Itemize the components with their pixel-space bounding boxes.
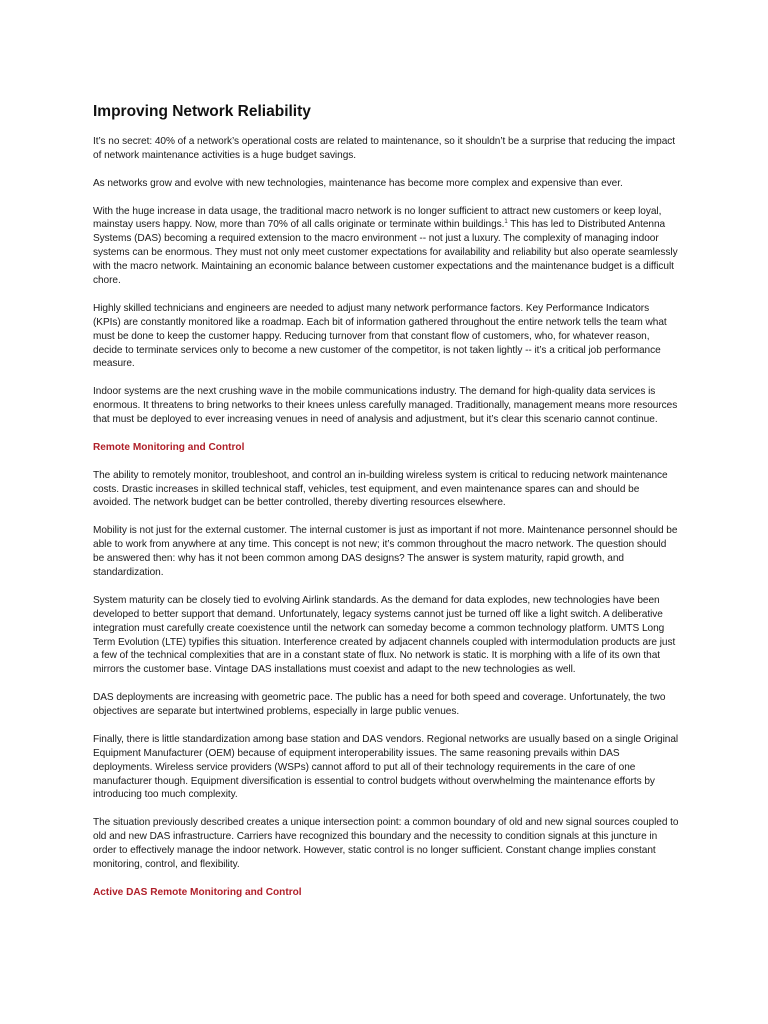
intro-paragraph-1: It’s no secret: 40% of a network’s operational costs are related to maintenance, so it shouldn’t be a surprise that reducing the impact of network maintenance activities is a huge budget savings. <box>93 136 676 161</box>
intro-paragraph-4: Highly skilled technicians and engineers are needed to adjust many network performance factors. Key Performance Indicators (KPIs) are constantly monitored like a roadmap. Each bit of information gathered throughout the entire network tells the team what must be done to keep the customer happy. Reducing turnover from that constant flow of customers, who, for whatever reason, decide to terminate services only to become a new customer of the competitor, is not taken lightly -- it’s a critical job performance measure. <box>93 302 667 370</box>
intro-paragraph-3 <box>93 205 679 288</box>
section-1-paragraph-6: The situation previously described creates a unique intersection point: a common boundary of old and new signal sources coupled to old and new DAS infrastructure. Carriers have recognized this boundary and the necessity to condition signals at this juncture in order to effectively manage the indoor network. However, static control is no longer sufficient. Constant change implies constant monitoring, control, and flexibility. <box>93 817 679 870</box>
section-1-paragraph-5: Finally, there is little standardization among base station and DAS vendors. Regional networks are usually based on a single Original Equipment Manufacturer (OEM) because of equipment interoperability issues. The same reasoning prevails within DAS deployments. Wireless service providers (WSPs) cannot afford to put all of their technology requirements in the care of one manufacturer though. Equipment diversification is essential to control budgets without overwhelming the maintenance efforts by introducing too much complexity. <box>93 733 679 801</box>
footnote-marker: 1 <box>504 219 508 226</box>
section-1-paragraph-1: The ability to remotely monitor, troubleshoot, and control an in-building wireless system is critical to reducing network maintenance costs. Drastic increases in skilled technical staff, vehicles, test equipment, and even maintenance spares can and should be avoided. The network budget can be better controlled, thereby diverting resources elsewhere. <box>93 469 668 509</box>
section-1-paragraph-4: DAS deployments are increasing with geometric pace. The public has a need for both speed and coverage. Unfortunately, the two objectives are separate but intertwined problems, especially in large public venues. <box>93 692 666 718</box>
intro-paragraph-3-text-a: With the huge increase in data usage, the traditional macro network is no longer sufficient to attract new customers or keep loyal, mainstay users happy. Now, more than 70% of all calls originate or terminate within buildings. <box>93 205 662 231</box>
intro-paragraph-2: As networks grow and evolve with new technologies, maintenance has become more complex and expensive than ever. <box>93 177 623 189</box>
document-page <box>93 102 679 914</box>
section-1-paragraph-3: System maturity can be closely tied to evolving Airlink standards. As the demand for data explodes, new technologies have been developed to better support that demand. Unfortunately, legacy systems cannot just be turned off like a light switch. A deliberative integration must carefully create coexistence until the network can someday become a common technology platform. UMTS Long Term Evolution (LTE) typifies this situation. Interference created by adjacent channels coupled with intermodulation products are just a few of the technical complexities that are in a constant state of flux. No network is static. It is morphing with a life of its own that mirrors the customer base. Vintage DAS installations must coexist and adapt to the new technologies as well. <box>93 594 676 676</box>
section-heading-active-das: Active DAS Remote Monitoring and Control <box>93 886 302 898</box>
intro-paragraph-3-text-b: This has led to Distributed Antenna Systems (DAS) becoming a required extension to the macro environment -- not just a luxury. The complexity of managing indoor systems can be enormous. They must not only meet customer expectations for availability and reliability but also operate seamlessly with the macro network. Maintaining an economic balance between customer expectations and the maintenance budget is a difficult chore. <box>93 219 678 287</box>
page-title: Improving Network Reliability <box>93 103 311 120</box>
section-1-paragraph-2: Mobility is not just for the external customer. The internal customer is just as important if not more. Maintenance personnel should be able to work from anywhere at any time. This concept is not new; it’s common throughout the macro network. The question should be answered then: why has it not been common among DAS designs? The answer is system maturity, rapid growth, and standardization. <box>93 525 678 578</box>
section-heading-remote-monitoring: Remote Monitoring and Control <box>93 441 245 453</box>
intro-paragraph-5: Indoor systems are the next crushing wave in the mobile communications industry. The demand for high-quality data services is enormous. It threatens to bring networks to their knees unless carefully managed. Traditionally, management means more resources that must be deployed to ever increasing venues in need of analysis and adjustment, but it’s clear this scenario cannot continue. <box>93 386 678 426</box>
